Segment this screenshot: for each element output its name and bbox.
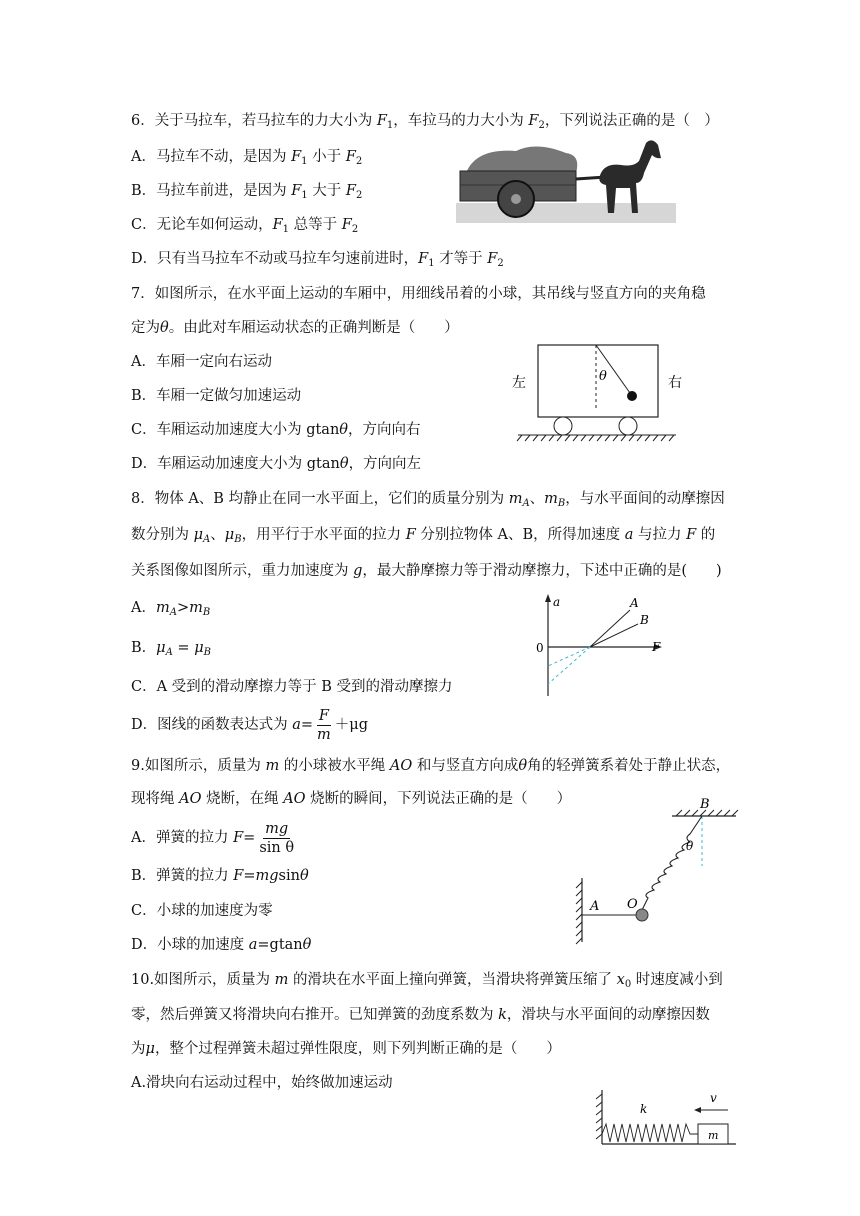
axis-f-label: F [652,640,661,654]
q9-option-d: D．小球的加速度 a=gtanθ [131,937,312,953]
ball [636,909,648,921]
q6-option-d: D．只有当马拉车不动或马拉车匀速前进时，$F_1$ 才等于 $F_2$ [131,251,504,269]
q8-option-d: D．图线的函数表达式为 a= $\frac{F}{m}$ ＋μg [131,707,369,743]
q9-option-a: A．弹簧的拉力 F= $\frac{mg}{\text{sin θ}}$ [131,820,295,856]
q7-stem-line2: 定为θ。由此对车厢运动状态的正确判断是（ ） [131,320,459,336]
right-label: 右 [668,375,682,391]
q7-option-c: C．车厢运动加速度大小为 gtanθ，方向向右 [131,422,421,438]
q8-stem-line1: 8．物体 A、B 均静止在同一水平面上，它们的质量分别为 $m_A$、$m_B$，与水平面间的动摩擦因 [131,491,725,509]
theta-label: θ [599,369,607,384]
spring-coil [642,816,702,910]
wheel-right [619,417,637,435]
q9-option-b: B．弹簧的拉力 F=mgsinθ [131,868,309,884]
origin-label: 0 [536,641,544,655]
label-a: A [590,899,600,914]
spring-ball-figure [572,794,742,946]
line-a [590,610,630,647]
q9-stem-line2: 现将绳 AO 烧断，在绳 AO 烧断的瞬间，下列说法正确的是（ ） [131,791,572,807]
q10-stem-line3: 为μ，整个过程弹簧未超过弹性限度，则下列判断正确的是（ ） [131,1041,561,1057]
fraction-f-over-m: $\frac{F}{m}$ [317,707,331,743]
q7-option-b: B．车厢一定做匀加速运动 [131,388,302,404]
q9-stem-line1: 9.如图所示，质量为 m 的小球被水平绳 AO 和与竖直方向成θ角的轻弹簧系着处于静止状态， [131,758,731,774]
velocity-arrow-icon [694,1107,701,1113]
q8-option-b: B．$\mu_A = \mu_B$ [131,640,211,658]
q7-option-d: D．车厢运动加速度大小为 gtanθ，方向向左 [131,456,422,472]
line-b [590,624,638,647]
q6-stem: 6．关于马拉车，若马拉车的力大小为 $F_1$，车拉马的力大小为 $F_2$，下列说法正确的是（ ） [131,113,719,131]
q9-option-c: C．小球的加速度为零 [131,903,273,919]
block-label: m [708,1129,719,1142]
q8-stem-line2: 数分别为 $\mu_A$、$\mu_B$，用平行于水平面的拉力 F 分别拉物体 A、B，所得加速度 a 与拉力 F 的 [131,527,716,545]
q7-option-a: A．车厢一定向右运动 [131,354,272,370]
q8-option-a: A．$m_A>m_B$ [131,600,211,618]
label-theta: θ [686,839,694,853]
velocity-label: v [710,1091,717,1105]
a-f-graph [530,592,670,702]
q6-option-b: B．马拉车前进，是因为 $F_1$ 大于 $F_2$ [131,183,363,201]
line-b-label: B [640,613,649,627]
q8-stem-line3: 关系图像如图所示，重力加速度为 g，最大静摩擦力等于滑动摩擦力，下述中正确的是( ) [131,563,722,579]
label-b: B [700,797,710,812]
q10-stem-line1: 10.如图所示，质量为 m 的滑块在水平面上撞向弹簧，当滑块将弹簧压缩了 $x_0$ 时速度减小到 [131,972,723,990]
pendulum-ball [627,391,637,401]
q8-option-c: C．A 受到的滑动摩擦力等于 B 受到的滑动摩擦力 [131,679,453,695]
label-o: O [627,897,638,912]
left-label: 左 [512,375,526,391]
q10-stem-line2: 零，然后弹簧又将滑块向右推开。已知弹簧的劲度系数为 k，滑块与水平面间的动摩擦因数 [131,1007,710,1023]
spring-block-figure [594,1086,742,1150]
q6-option-a: A．马拉车不动，是因为 $F_1$ 小于 $F_2$ [131,149,363,167]
axis-a-label: a [553,595,561,609]
horse-cart-illustration [456,133,676,223]
carriage-pendulum-figure [508,340,688,445]
line-a-label: A [630,596,639,610]
fraction-mg-over-sin: $\frac{mg}{\text{sin θ}}$ [259,820,295,856]
spring-k-label: k [640,1102,648,1116]
carriage-box [538,345,658,417]
spring-zigzag [602,1124,698,1142]
q6-option-c: C．无论车如何运动，$F_1$ 总等于 $F_2$ [131,217,359,235]
wheel-left [554,417,572,435]
q7-stem-line1: 7．如图所示，在水平面上运动的车厢中，用细线吊着的小球，其吊线与竖直方向的夹角稳 [131,286,706,302]
q10-option-a: A.滑块向右运动过程中，始终做加速运动 [131,1075,393,1091]
